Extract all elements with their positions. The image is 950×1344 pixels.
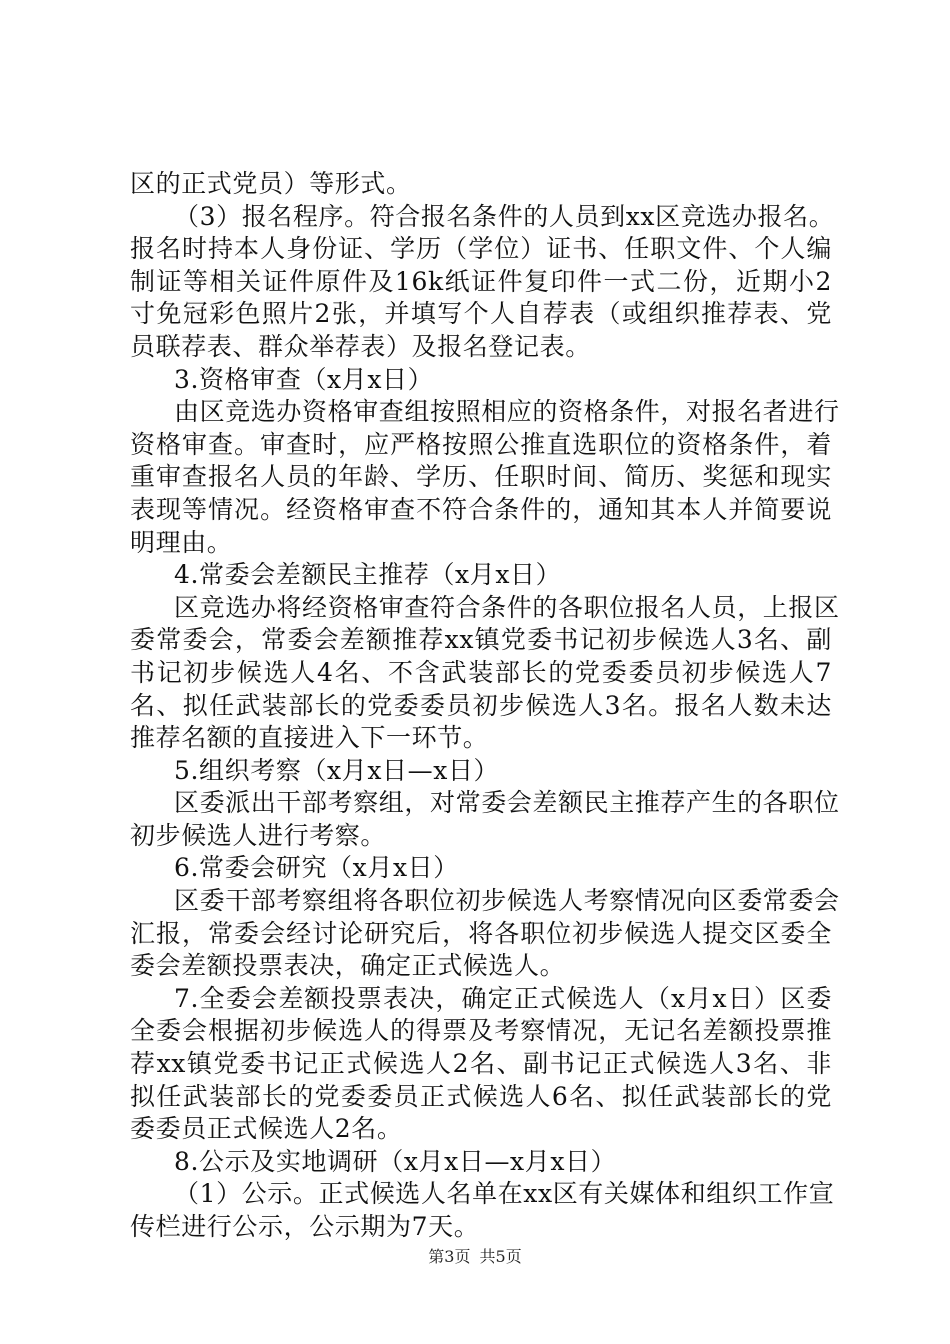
text-line: 委委员正式候选人2名。 (130, 1114, 403, 1144)
text-line: 7.全委会差额投票表决，确定正式候选人（x月x日）区委 (174, 983, 832, 1013)
page-footer (0, 1244, 950, 1267)
text-line: 重审查报名人员的年龄、学历、任职时间、简历、奖惩和现实 (130, 462, 832, 492)
text-line: 员联荐表、群众举荐表）及报名登记表。 (130, 331, 591, 361)
text-line: 汇报，常委会经讨论研究后，将各职位初步候选人提交区委全 (130, 918, 832, 948)
text-line: 制证等相关证件原件及16k纸证件复印件一式二份，近期小2 (130, 266, 832, 296)
text-line: 寸免冠彩色照片2张，并填写个人自荐表（或组织推荐表、党 (130, 299, 832, 329)
text-line: 明理由。 (130, 527, 233, 557)
page-number: 第3页 (428, 1247, 471, 1266)
text-line: 初步候选人进行考察。 (130, 820, 387, 850)
text-line: 委会差额投票表决，确定正式候选人。 (130, 951, 566, 981)
text-line: 由区竞选办资格审查组按照相应的资格条件，对报名者进行 (174, 397, 840, 427)
text-line: （3）报名程序。符合报名条件的人员到xx区竞选办报名。 (174, 201, 835, 231)
text-line: 表现等情况。经资格审查不符合条件的，通知其本人并简要说 (130, 494, 832, 524)
text-line: 区委干部考察组将各职位初步候选人考察情况向区委常委会 (174, 886, 840, 916)
text-line: 区委派出干部考察组，对常委会差额民主推荐产生的各职位 (174, 788, 840, 818)
text-line: 资格审查。审查时，应严格按照公推直选职位的资格条件，着 (130, 429, 832, 459)
text-line: 8.公示及实地调研（x月x日—x月x日） (174, 1146, 617, 1176)
text-line: 区竞选办将经资格审查符合条件的各职位报名人员，上报区 (174, 592, 840, 622)
text-line: 区的正式党员）等形式。 (130, 169, 412, 198)
text-line: 6.常委会研究（x月x日） (174, 853, 459, 883)
page-total: 共5页 (479, 1247, 522, 1266)
text-line: 4.常委会差额民主推荐（x月x日） (174, 560, 562, 590)
text-line: 传栏进行公示，公示期为7天。 (130, 1212, 480, 1241)
text-line: 推荐名额的直接进入下一环节。 (130, 723, 489, 753)
text-line: 荐xx镇党委书记正式候选人2名、副书记正式候选人3名、非 (130, 1049, 832, 1079)
document-body (130, 168, 840, 1244)
text-line: 全委会根据初步候选人的得票及考察情况，无记名差额投票推 (130, 1016, 832, 1046)
text-line: 名、拟任武装部长的党委委员初步候选人3名。报名人数未达 (130, 690, 832, 720)
text-line: 委常委会，常委会差额推荐xx镇党委书记初步候选人3名、副 (130, 625, 832, 655)
text-line: 拟任武装部长的党委委员正式候选人6名、拟任武装部长的党 (130, 1081, 832, 1111)
text-line: 3.资格审查（x月x日） (174, 364, 434, 394)
text-line: 报名时持本人身份证、学历（学位）证书、任职文件、个人编 (130, 234, 832, 264)
text-line: 5.组织考察（x月x日—x日） (174, 755, 500, 785)
text-line: 书记初步候选人4名、不含武装部长的党委委员初步候选人7 (130, 657, 832, 687)
text-line: （1）公示。正式候选人名单在xx区有关媒体和组织工作宣 (174, 1179, 835, 1209)
